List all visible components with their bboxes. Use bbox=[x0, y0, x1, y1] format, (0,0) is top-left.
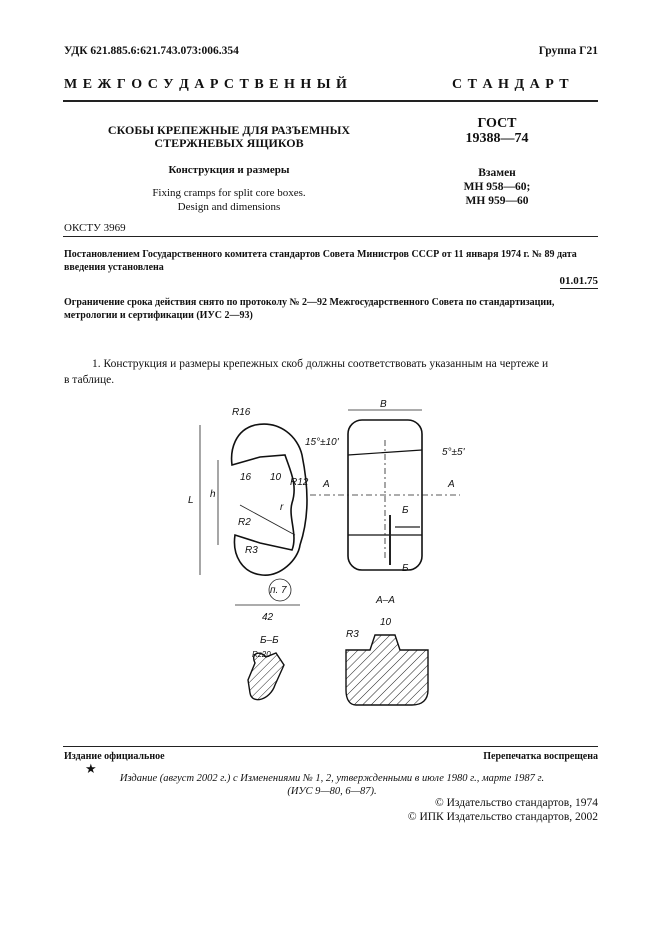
replaces-item2: МН 959—60 bbox=[465, 195, 529, 207]
okstu-code: ОКСТУ 3969 bbox=[64, 222, 126, 234]
group-code: Группа Г21 bbox=[538, 45, 598, 57]
limitation-line2: метрологии и сертификации (ИУС 2—93) bbox=[64, 310, 253, 321]
banner-left: М Е Ж Г О С У Д А Р С Т В Е Н Н Ы Й bbox=[64, 77, 348, 92]
label-h: h bbox=[210, 489, 216, 500]
edition-note bbox=[64, 772, 600, 798]
decree-date: 01.01.75 bbox=[559, 275, 598, 287]
subtitle: Конструкция и размеры bbox=[168, 164, 290, 176]
label-angle2: 5°±5' bbox=[442, 447, 465, 458]
copyright-2002: © ИПК Издательство стандартов, 2002 bbox=[407, 811, 598, 823]
clause-1-line2: в таблице. bbox=[64, 374, 115, 386]
label-dim42: 42 bbox=[262, 612, 274, 623]
label-b-top: Б bbox=[402, 505, 409, 516]
label-a-right: A bbox=[448, 479, 455, 490]
limitation-text bbox=[64, 296, 600, 322]
label-r16: R16 bbox=[232, 407, 251, 418]
decree-date-underline bbox=[560, 288, 598, 289]
banner-right: С Т А Н Д А Р Т bbox=[452, 77, 570, 92]
section-a-a bbox=[346, 635, 428, 705]
star-mark: ★ bbox=[85, 761, 97, 776]
gost-number bbox=[452, 116, 542, 146]
gost-label: ГОСТ bbox=[477, 116, 517, 131]
decree-text bbox=[64, 248, 600, 274]
label-b: B bbox=[380, 399, 387, 410]
banner-rule bbox=[63, 100, 598, 102]
label-aa-dim10: 10 bbox=[380, 617, 392, 628]
label-a-left: A bbox=[323, 479, 330, 490]
gost-code: 19388—74 bbox=[465, 131, 529, 146]
label-rz20: Rz20 bbox=[252, 650, 271, 659]
reprint-prohibited: Перепечатка воспрещена bbox=[483, 751, 598, 762]
label-angle1: 15°±10' bbox=[305, 437, 339, 448]
clause-1 bbox=[64, 356, 600, 388]
replaces-label: Взамен bbox=[478, 167, 516, 179]
title bbox=[70, 124, 388, 150]
official-edition: Издание официальное bbox=[64, 751, 165, 762]
replaces-item1: МН 958—60; bbox=[463, 181, 531, 193]
edition-line2: (ИУС 9—80, 6—87). bbox=[287, 786, 377, 797]
edition-line1: Издание (август 2002 г.) с Изменениями № 1, 2, утвержденными в июле 1980 г., марте 1987 г. bbox=[119, 773, 545, 784]
label-r: r bbox=[280, 502, 284, 513]
english-title-line1: Fixing cramps for split core boxes. bbox=[152, 187, 306, 199]
limitation-line1: Ограничение срока действия снято по протоколу № 2—92 Межгосударственного Совета по стандартизации, bbox=[64, 297, 555, 308]
label-dim10: 10 bbox=[270, 472, 282, 483]
label-note: п. 7 bbox=[270, 585, 287, 596]
label-b-bottom: Б bbox=[402, 563, 409, 574]
replaces bbox=[452, 166, 542, 208]
decree-line2: введения установлена bbox=[64, 262, 164, 273]
english-title bbox=[70, 186, 388, 214]
title-line1: СКОБЫ КРЕПЕЖНЫЕ ДЛЯ РАЗЪЕМНЫХ bbox=[107, 123, 351, 137]
label-r12: R12 bbox=[290, 477, 309, 488]
section-b-b bbox=[248, 653, 284, 700]
label-r2: R2 bbox=[238, 517, 251, 528]
clause-1-line1: 1. Конструкция и размеры крепежных скоб должны соответствовать указанным на чертеже и bbox=[92, 358, 549, 370]
label-r3: R3 bbox=[245, 545, 258, 556]
okstu-rule bbox=[63, 236, 598, 237]
copyright-1974: © Издательство стандартов, 1974 bbox=[434, 797, 598, 809]
label-aa-r3: R3 bbox=[346, 629, 359, 640]
udk-code: УДК 621.885.6:621.743.073:006.354 bbox=[64, 45, 239, 57]
footer-rule bbox=[63, 746, 598, 747]
label-section-aa: А–А bbox=[376, 595, 395, 606]
label-section-bb: Б–Б bbox=[260, 635, 279, 646]
label-dim16: 16 bbox=[240, 472, 252, 483]
cramp-front-view bbox=[232, 424, 307, 575]
english-title-line2: Design and dimensions bbox=[177, 201, 281, 213]
copyright bbox=[408, 796, 598, 824]
label-l: L bbox=[188, 495, 194, 506]
title-line2: СТЕРЖНЕВЫХ ЯЩИКОВ bbox=[154, 136, 304, 150]
decree-line1: Постановлением Государственного комитета стандартов Совета Министров СССР от 11 января 1974 г. № 89 дата bbox=[64, 249, 577, 260]
cramp-drawing bbox=[180, 395, 480, 725]
